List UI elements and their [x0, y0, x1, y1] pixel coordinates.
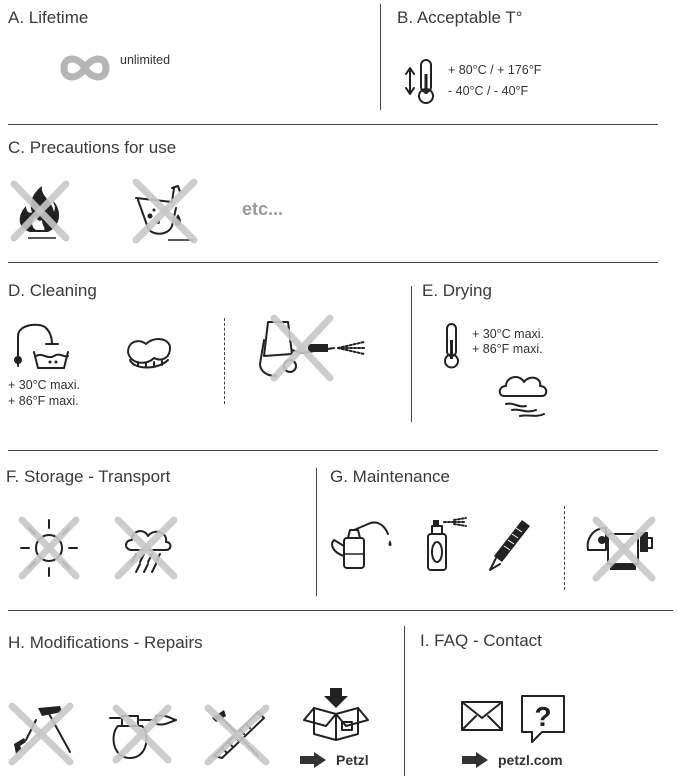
saw-icon: [202, 704, 272, 764]
cleaning-temp-c: + 30°C maxi.: [8, 378, 81, 392]
divider: [8, 610, 673, 611]
grinder-icon: [584, 516, 664, 582]
divider: [8, 262, 658, 263]
arrow-icon: [462, 752, 490, 768]
thermometer-icon: [405, 58, 441, 108]
thermometer-icon: [442, 324, 462, 370]
chemical-icon: [128, 178, 200, 244]
section-f-title: F. Storage - Transport: [6, 467, 171, 486]
section-h-title: H. Modifications - Repairs: [8, 633, 203, 652]
drying-temp-f: + 86°F maxi.: [472, 342, 543, 356]
section-g-title: G. Maintenance: [330, 467, 451, 486]
divider: [316, 468, 317, 596]
blowtorch-icon: [106, 704, 178, 762]
lifetime-value: unlimited: [120, 53, 171, 67]
arrow-icon: [300, 752, 328, 768]
divider: [404, 626, 405, 776]
section-a-title: A. Lifetime: [8, 8, 89, 27]
section-i-title: I. FAQ - Contact: [420, 631, 542, 650]
divider: [380, 4, 381, 110]
infinity-icon: [60, 52, 110, 84]
sponge-icon: [124, 332, 174, 374]
pressure-washer-icon: [254, 314, 372, 384]
envelope-icon[interactable]: [460, 700, 506, 734]
file-icon: [486, 518, 536, 572]
section-b-title: B. Acceptable T°: [397, 8, 523, 27]
section-c-title: C. Precautions for use: [8, 138, 177, 157]
cleaning-temp-f: + 86°F maxi.: [8, 394, 79, 408]
spray-can-icon: [420, 516, 472, 572]
box-icon: [300, 686, 372, 742]
faucet-icon: [10, 318, 74, 374]
divider: [564, 506, 565, 590]
hammer-icon: [8, 702, 78, 764]
oil-can-icon: [328, 516, 398, 572]
rain-icon: [114, 516, 178, 580]
divider: [411, 286, 412, 422]
cloud-icon: [496, 372, 552, 420]
svg-text:?: ?: [534, 701, 552, 732]
fire-icon: [10, 180, 70, 242]
temp-max: + 80°C / + 176°F: [448, 63, 542, 77]
question-icon[interactable]: [518, 694, 570, 746]
drying-temp-c: + 30°C maxi.: [472, 327, 545, 341]
divider: [224, 318, 225, 404]
petzl-link[interactable]: Petzl: [336, 752, 369, 768]
sun-icon: [18, 516, 80, 580]
section-e-title: E. Drying: [422, 281, 492, 300]
divider: [8, 124, 658, 125]
section-d-title: D. Cleaning: [8, 281, 97, 300]
divider: [8, 450, 658, 451]
etc-label: etc...: [242, 199, 284, 219]
petzl-com-link[interactable]: petzl.com: [498, 752, 563, 768]
temp-min: - 40°C / - 40°F: [448, 84, 529, 98]
